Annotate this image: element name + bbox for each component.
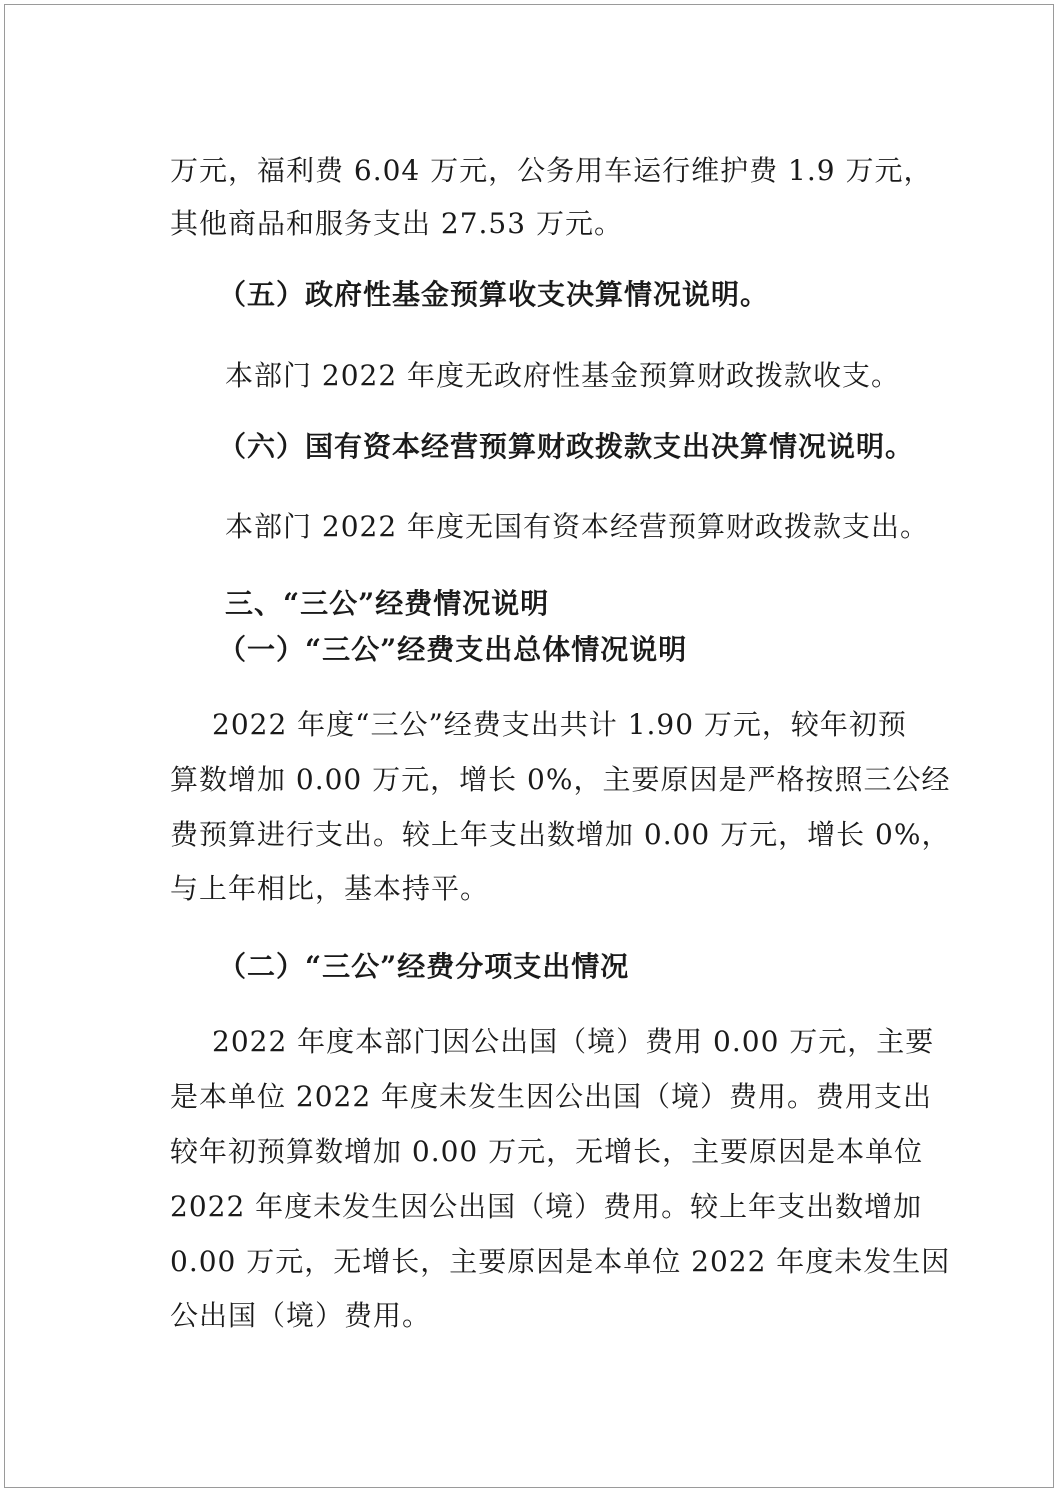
paragraph-line: 是本单位 2022 年度未发生因公出国（境）费用。费用支出 (170, 1080, 933, 1113)
paragraph-line: 公出国（境）费用。 (170, 1299, 432, 1332)
paragraph-line: 2022 年度“三公”经费支出共计 1.90 万元，较年初预 (212, 708, 907, 741)
section-5-heading: （五）政府性基金预算收支决算情况说明。 (218, 278, 770, 311)
paragraph-line: 万元，福利费 6.04 万元，公务用车运行维护费 1.9 万元， (170, 154, 933, 187)
paragraph-line: 较年初预算数增加 0.00 万元，无增长，主要原因是本单位 (170, 1135, 924, 1168)
document-page (4, 4, 1054, 1488)
paragraph-line: 费预算进行支出。较上年支出数增加 0.00 万元，增长 0%， (170, 818, 951, 851)
section-6-heading: （六）国有资本经营预算财政拨款支出决算情况说明。 (218, 430, 915, 463)
paragraph-line: 2022 年度本部门因公出国（境）费用 0.00 万元，主要 (212, 1025, 935, 1058)
section-6-body: 本部门 2022 年度无国有资本经营预算财政拨款支出。 (225, 510, 930, 543)
paragraph-line: 算数增加 0.00 万元，增长 0%，主要原因是严格按照三公经 (170, 763, 951, 796)
subsection-1-heading: （一）“三公”经费支出总体情况说明 (218, 633, 688, 666)
section-5-body: 本部门 2022 年度无政府性基金预算财政拨款收支。 (225, 359, 901, 392)
paragraph-line: 2022 年度未发生因公出国（境）费用。较上年支出数增加 (170, 1190, 923, 1223)
paragraph-line: 其他商品和服务支出 27.53 万元。 (170, 207, 623, 240)
paragraph-line: 0.00 万元，无增长，主要原因是本单位 2022 年度未发生因 (170, 1245, 951, 1278)
subsection-2-heading: （二）“三公”经费分项支出情况 (218, 950, 630, 983)
paragraph-line: 与上年相比，基本持平。 (170, 872, 490, 905)
part-3-heading: 三、“三公”经费情况说明 (225, 587, 550, 620)
